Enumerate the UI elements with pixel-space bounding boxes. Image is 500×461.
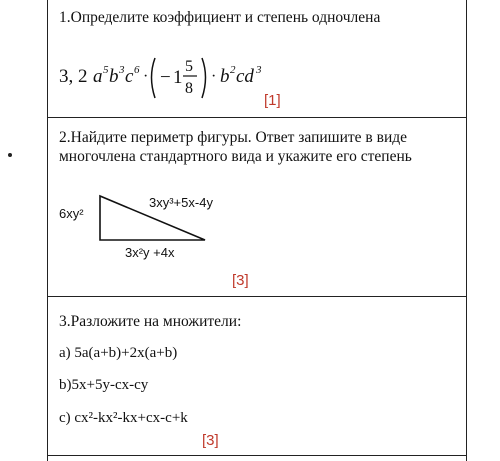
divider (47, 455, 467, 456)
svg-text:2: 2 (230, 64, 236, 76)
item-a: a) 5a(a+b)+2x(a+b) (59, 345, 178, 361)
fraction-whole: 1 (173, 67, 183, 88)
svg-text:−: − (160, 67, 171, 88)
svg-text:b: b (220, 66, 230, 87)
side-label-base: 3x²y +4x (125, 245, 175, 260)
item-c: c) cx²-kx²-kx+cx-c+k (59, 410, 188, 426)
svg-text:·: · (143, 68, 149, 85)
question-1-title: 1.Определите коэффициент и степень одночлена (59, 9, 381, 26)
divider (47, 296, 467, 297)
svg-text:cd: cd (236, 66, 254, 87)
svg-text:a: a (93, 66, 103, 87)
svg-text:3: 3 (256, 64, 262, 76)
svg-text:·: · (211, 68, 217, 85)
svg-text:c: c (125, 66, 134, 87)
coefficient-text: 3, 2 (59, 66, 88, 87)
fraction-numerator: 5 (185, 58, 193, 75)
score-mark: [1] (264, 92, 281, 109)
score-mark: [3] (202, 432, 219, 449)
question-3-title: 3.Разложите на множители: (59, 313, 242, 330)
monomial-formula (59, 52, 279, 102)
divider (47, 117, 467, 118)
item-b: b)5x+5y-cx-cy (59, 377, 149, 393)
side-label-hypotenuse: 3xy³+5x-4y (149, 195, 213, 210)
worksheet (47, 0, 467, 461)
question-2-line-2: многочлена стандартного вида и укажите его степень (59, 148, 412, 165)
fraction-denominator: 8 (185, 80, 193, 97)
question-2-title (59, 128, 412, 166)
triangle-figure (47, 188, 467, 268)
svg-text:3: 3 (119, 64, 125, 76)
edge-dot (8, 153, 12, 157)
score-mark: [3] (232, 272, 249, 289)
svg-text:6: 6 (134, 64, 140, 76)
question-2-line-1: 2.Найдите периметр фигуры. Ответ запишите в виде (59, 129, 408, 146)
side-label-vertical: 6xy² (59, 206, 84, 221)
svg-text:5: 5 (103, 64, 109, 76)
svg-text:b: b (109, 66, 119, 87)
